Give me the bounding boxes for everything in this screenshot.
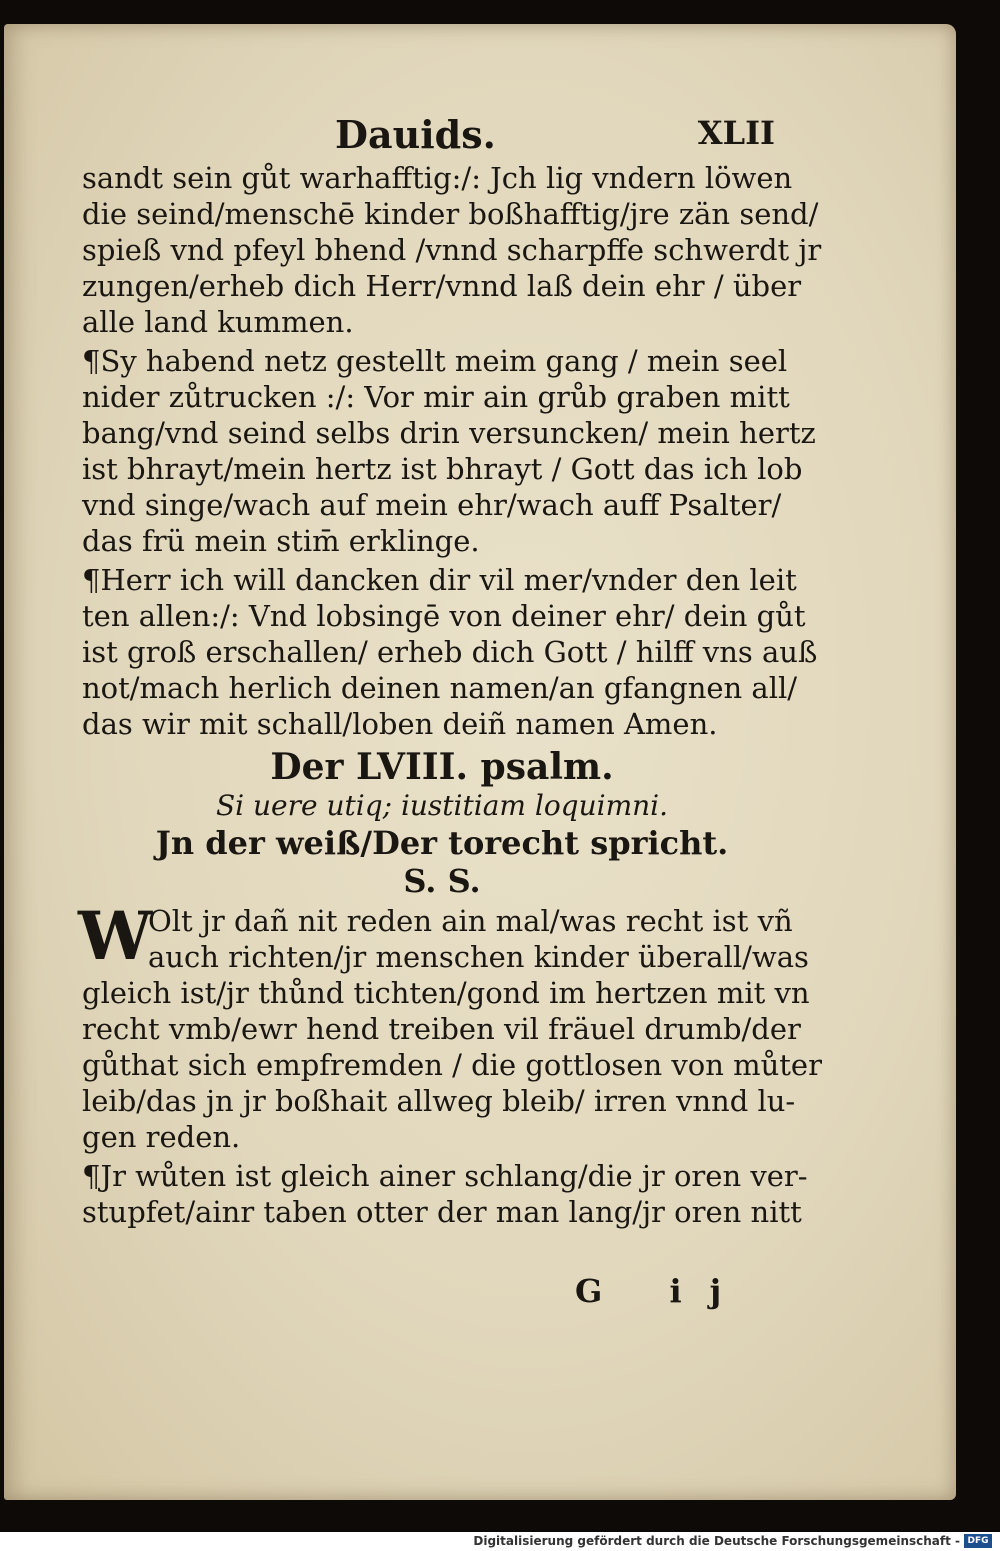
psalm-title: Der LVIII. psalm. [270, 746, 614, 788]
text-line: ist bhrayt/mein hertz ist bhrayt / Gott das ich lob [82, 452, 803, 486]
psalm-tune: Jn der weiß/Der torecht spricht. [155, 824, 729, 862]
text-line: das wir mit schall/loben deiñ namen Amen. [82, 707, 718, 741]
footer-bar [0, 1532, 1000, 1551]
text-line: ist groß erschallen/ erheb dich Gott / hilff vns auß [82, 635, 818, 669]
text-line: not/mach herlich deinen namen/an gfangnen all/ [82, 671, 798, 705]
text-line: ten allen:/: Vnd lobsingē von deiner ehr/ dein gůt [82, 599, 806, 633]
text-line: ¶Sy habend netz gestellt meim gang / mein seel [82, 344, 788, 378]
text-line: gen reden. [82, 1120, 241, 1154]
signature-mark: G ij [575, 1272, 750, 1310]
running-head: Dauids. [335, 112, 496, 157]
text-line: sandt sein gůt warhafftig:/: Jch lig vndern löwen [82, 161, 793, 195]
stanza-2 [82, 343, 816, 559]
text-line: bang/vnd seind selbs drin versuncken/ mein hertz [82, 416, 816, 450]
text-line: zungen/erheb dich Herr/vnnd laß dein ehr / über [82, 269, 802, 303]
text-line: leib/das jn jr boßhait allweg bleib/ irren vnnd lu- [82, 1084, 796, 1118]
text-line: recht vmb/ewr hend treiben vil fräuel drumb/der [82, 1012, 801, 1046]
text-line: die seind/menschē kinder boßhafftig/jre zän send/ [82, 197, 819, 231]
psalm-incipit: Si uere utiq; iustitiam loquimni. [215, 789, 669, 822]
first-line-text: Olt jr dañ nit reden ain mal/was recht ist vñ [148, 904, 793, 938]
page-header [335, 112, 775, 158]
text-line: ¶Herr ich will dancken dir vil mer/vnder den leit [82, 563, 797, 597]
text-line: gleich ist/jr thůnd tichten/gond im hertzen mit vn [82, 976, 810, 1010]
text-line: spieß vnd pfeyl bhend /vnnd scharpffe schwerdt jr [82, 233, 822, 267]
text-line: ¶Jr wůten ist gleich ainer schlang/die jr oren ver- [82, 1159, 808, 1193]
text-line: vnd singe/wach auf mein ehr/wach auff Psalter/ [82, 488, 782, 522]
text-line: nider zůtrucken :/: Vor mir ain grůb graben mitt [82, 380, 790, 414]
text-line: auch richten/jr menschen kinder überall/was [148, 940, 809, 974]
stanza-1 [82, 160, 822, 340]
folio-number: XLII [697, 114, 775, 152]
dfg-logo: DFG [964, 1534, 992, 1548]
text-line: gůthat sich empfremden / die gottlosen von můter [82, 1048, 822, 1082]
drop-initial: W [78, 897, 153, 975]
stanza-5 [82, 1158, 808, 1230]
text-line: alle land kummen. [82, 305, 354, 339]
psalm-marks: S. S. [403, 862, 481, 900]
stanza-4 [78, 897, 822, 1155]
page-text [78, 160, 822, 1230]
funding-credit: Digitalisierung gefördert durch die Deutsche Forschungsgemeinschaft - [473, 1534, 960, 1548]
text-line: stupfet/ainr taben otter der man lang/jr oren nitt [82, 1195, 802, 1229]
stanza-3 [82, 562, 818, 742]
text-line: das frü mein stim̄ erklinge. [82, 524, 480, 558]
